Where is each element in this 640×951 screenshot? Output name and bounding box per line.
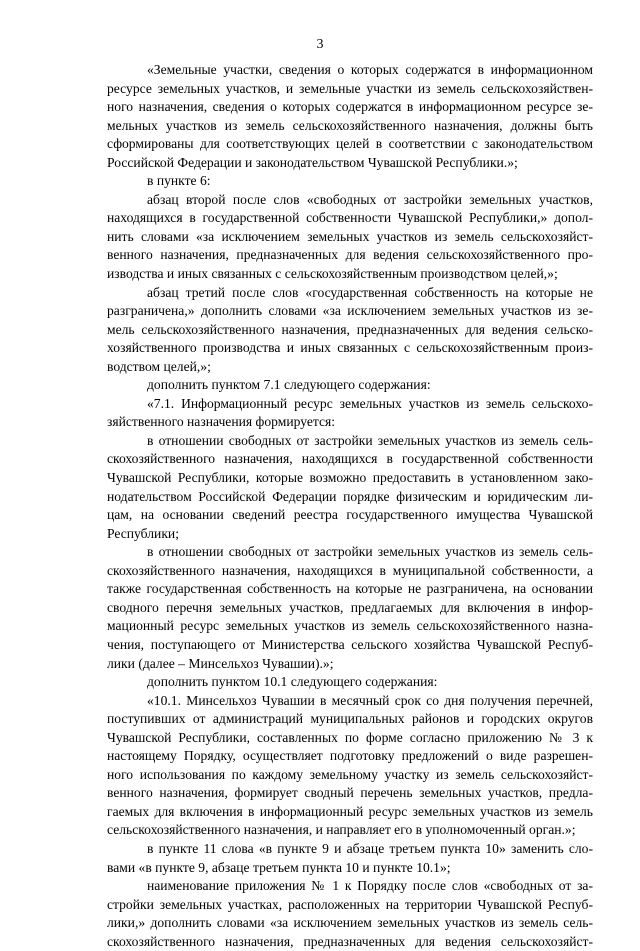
- text-line: хозяйственного производства и иных связанных с сельскохозяйственным произ-: [107, 340, 593, 356]
- text-line: лики,» дополнить словами «за исключением земельных участков из земель сель-: [107, 915, 593, 931]
- text-line: Российской Федерации и законодательством Чувашской Республики.»;: [107, 154, 518, 170]
- text-line: нодательством Российской Федерации порядке физическим и юридическим ли-: [107, 488, 593, 504]
- text-line: наименование приложения № 1 к Порядку после слов «свободных от за-: [147, 878, 593, 894]
- text-line: абзац второй после слов «свободных от застройки земельных участков,: [147, 191, 593, 207]
- document-body: [107, 61, 593, 951]
- text-line: находящихся в государственной собственности Чувашской Республики,» допол-: [107, 210, 593, 226]
- text-line: в отношении свободных от застройки земельных участков из земель сель-: [147, 432, 593, 448]
- text-line: мель сельскохозяйственного назначения, предназначенных для ведения сельско-: [107, 321, 593, 337]
- text-line: мельных участков из земель сельскохозяйственного назначения, должны быть: [107, 117, 593, 133]
- text-line: разграничена,» дополнить словами «за исключением земельных участков из зе-: [107, 303, 593, 319]
- text-line: дополнить пунктом 7.1 следующего содержания:: [147, 377, 431, 393]
- text-line: сформированы для соответствующих целей в соответствии с законодательством: [107, 136, 593, 152]
- text-line: Чувашской Республики, которые возможно предоставить в установленном зако-: [107, 470, 593, 486]
- text-line: сводного перечня земельных участков, предлагаемых для включения в инфор-: [107, 599, 593, 615]
- text-line: зяйственного назначения формируется:: [107, 414, 336, 430]
- text-line: водством целей,»;: [107, 358, 211, 374]
- text-line: вами «в пункте 9, абзаце третьем пункта 10 и пункте 10.1»;: [107, 859, 451, 875]
- text-line: изводства и иных связанных с сельскохозяйственным производством целей,»;: [107, 266, 558, 282]
- text-line: в отношении свободных от застройки земельных участков из земель сель-: [147, 544, 593, 560]
- text-line: абзац третий после слов «государственная собственность на которые не: [147, 284, 593, 300]
- text-line: скохозяйственного назначения, предназначенных для ведения сельскохозяйст-: [107, 933, 593, 949]
- text-line: венного назначения, формирует сводный перечень земельных участков, предла-: [107, 785, 593, 801]
- text-line: Республики;: [107, 525, 179, 541]
- text-line: настоящему Порядку, осуществляет подготовку предложений о виде разрешен-: [107, 748, 593, 764]
- text-line: скохозяйственного назначения, находящихся в муниципальной собственности, а: [107, 562, 593, 578]
- page-number: 3: [316, 37, 324, 52]
- text-line: дополнить пунктом 10.1 следующего содержания:: [147, 674, 438, 690]
- text-line: ресурсе земельных участков, и земельные участки из земель сельскохозяйствен-: [107, 80, 593, 96]
- text-line: в пункте 11 слова «в пункте 9 и абзаце третьем пункта 10» заменить сло-: [147, 840, 593, 856]
- text-line: чения, поступающего от Министерства сельского хозяйства Чувашской Респуб-: [107, 636, 593, 652]
- text-line: скохозяйственного назначения, находящихся в государственной собственности: [107, 451, 593, 467]
- text-line: ного назначения, сведения о которых содержатся в информационном ресурсе зе-: [107, 99, 593, 115]
- text-line: сельскохозяйственного назначения, и направляет его в уполномоченный орган.»;: [107, 822, 576, 838]
- text-line: также государственная собственность на которые не разграничена, на основании: [107, 581, 593, 597]
- text-line: в пункте 6:: [147, 173, 211, 189]
- text-line: стройки земельных участках, расположенных на территории Чувашской Респуб-: [107, 896, 593, 912]
- text-line: цам, на основании сведений реестра государственного имущества Чувашской: [107, 507, 593, 523]
- text-line: «Земельные участки, сведения о которых содержатся в информационном: [147, 62, 593, 77]
- text-line: мационный ресурс земельных участков из земель сельскохозяйственного назна-: [107, 618, 593, 634]
- text-line: Чувашской Республики, составленных по форме согласно приложению № 3 к: [107, 729, 593, 745]
- text-line: поступивших от администраций муниципальных районов и городских округов: [107, 711, 593, 727]
- text-line: «7.1. Информационный ресурс земельных участков из земель сельскохо-: [147, 395, 593, 411]
- text-line: ного использования по каждому земельному участку из земель сельскохозяйст-: [107, 766, 593, 782]
- text-line: гаемых для включения в информационный ресурс земельных участков из земель: [107, 803, 593, 819]
- text-line: нить словами «за исключением земельных участков из земель сельскохозяйст-: [107, 228, 593, 244]
- text-line: «10.1. Минсельхоз Чувашии в месячный срок со дня получения перечней,: [147, 692, 593, 708]
- text-line: венного назначения, предназначенных для ведения сельскохозяйственного про-: [107, 247, 593, 263]
- text-line: лики (далее – Минсельхоз Чувашии).»;: [107, 655, 334, 671]
